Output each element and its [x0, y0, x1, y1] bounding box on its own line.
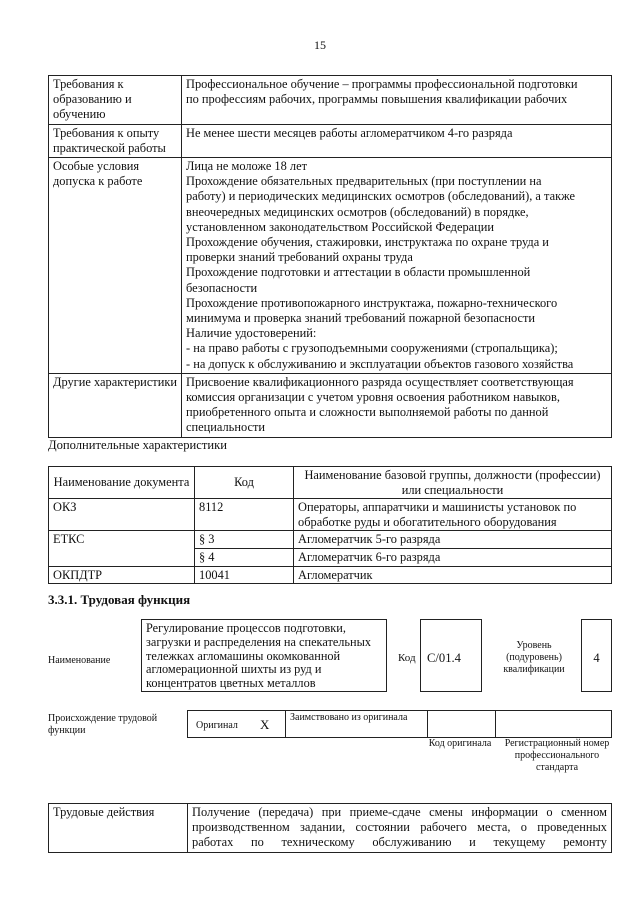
section-title: 3.3.1. Трудовая функция: [48, 592, 191, 607]
text-line: Прохождение подготовки и аттестации в области промышленной: [186, 265, 531, 280]
original-label: Оригинал: [196, 720, 238, 731]
header-document: Наименование документа: [49, 467, 195, 499]
text-line: Прохождение противопожарного инструктажа, пожарно-технического: [186, 295, 558, 310]
row-value: [182, 158, 612, 374]
table-header-row: [49, 467, 612, 499]
cell-code: 10041: [195, 566, 294, 584]
actions-table: [48, 803, 612, 853]
origin-label: Происхождение трудовой функции: [48, 713, 158, 736]
row-value: [182, 373, 612, 437]
row-value: [182, 124, 612, 157]
actions-text: [188, 804, 612, 853]
table-row: [49, 158, 612, 374]
divider: [285, 710, 286, 738]
header-name: Наименование базовой группы, должности (профессии) или специальности: [294, 467, 612, 499]
text-line: специальности: [186, 420, 266, 435]
cell-doc: ОКЗ: [49, 499, 195, 531]
cell-code: § 3: [195, 531, 294, 549]
text-line: установленном законодательством Российской Федерации: [186, 219, 495, 234]
text-line: Лица не моложе 18 лет: [186, 159, 308, 174]
text-line: Получение (передача) при приеме-сдаче смены информации о сменном: [192, 805, 607, 819]
header-code: Код: [195, 467, 294, 499]
table-row: [49, 373, 612, 437]
text-line: Не менее шести месяцев работы агломератчиком 4-го разряда: [186, 125, 513, 140]
text-line: Прохождение обязательных предварительных (при поступлении на: [186, 174, 542, 189]
text-line: работах по техническому обслуживанию и текущему ремонту: [192, 835, 607, 850]
cell-name: Агломератчик 6-го разряда: [294, 548, 612, 566]
requirements-table: [48, 75, 612, 438]
row-label: Требования к образованию и обучению: [49, 76, 182, 125]
text-line: работу) и периодических медицинских осмотров (обследований), а также: [186, 189, 575, 204]
name-label: Наименование: [48, 655, 111, 666]
level-box: 4: [581, 619, 612, 692]
actions-label: Трудовые действия: [49, 804, 188, 853]
text-line: по профессиям рабочих, программы повышения квалификации рабочих: [186, 92, 568, 107]
origin-row: [187, 710, 612, 738]
text-line: Присвоение квалификационного разряда осуществляет соответствующая: [186, 374, 574, 389]
additional-title: Дополнительные характеристики: [48, 438, 227, 452]
additional-table: [48, 466, 612, 584]
cell-name: Агломератчик: [294, 566, 612, 584]
row-label: Другие характеристики: [49, 373, 182, 437]
borrowed-label: Заимствовано из оригинала: [290, 712, 408, 723]
function-code-box: С/01.4: [420, 619, 482, 692]
level-label: Уровень (подуровень) квалификации: [503, 640, 565, 675]
text-line: внеочередных медицинских осмотров (обследований) в порядке,: [186, 204, 529, 219]
cell-code: 8112: [195, 499, 294, 531]
divider: [427, 710, 428, 738]
text-line: производственном задании, состоянии рабочего места, о проведенных: [192, 820, 607, 835]
text-line: приобретенного опыта и сложности выполняемой работы по данной: [186, 405, 549, 420]
reg-caption: Регистрационный номер профессионального стандарта: [504, 738, 610, 773]
text-line: минимума и проверка знаний требований пожарной безопасности: [186, 311, 536, 326]
table-row: [49, 531, 612, 549]
text-line: - на право работы с грузоподъемными сооружениями (стропальщика);: [186, 341, 558, 356]
cell-name: Агломератчик 5-го разряда: [294, 531, 612, 549]
row-label: Особые условия допуска к работе: [49, 158, 182, 374]
text-line: Профессиональное обучение – программы профессиональной подготовки: [186, 77, 578, 91]
original-mark: X: [260, 717, 270, 732]
table-row: [49, 76, 612, 125]
text-line: - на допуск к обслуживанию и эксплуатации объектов газового хозяйства: [186, 356, 574, 371]
code-label: Код: [398, 652, 416, 664]
divider: [495, 710, 496, 738]
table-row: [49, 804, 612, 853]
cell-doc: ОКПДТР: [49, 566, 195, 584]
cell-code: § 4: [195, 548, 294, 566]
cell-name: Операторы, аппаратчики и машинисты установок по обработке руды и обогатительного оборудования: [294, 499, 612, 531]
text-line: безопасности: [186, 280, 258, 295]
row-label: Требования к опыту практической работы: [49, 124, 182, 157]
text-line: проверки знаний требований охраны труда: [186, 250, 413, 265]
table-row: [49, 124, 612, 157]
function-name-box: Регулирование процессов подготовки, загрузки и распределения на спекательных тележках агломашины окомкованной агломерационной шихты из руд и концентратов цветных металлов: [141, 619, 387, 692]
table-row: [49, 566, 612, 584]
page-number: 15: [314, 38, 326, 52]
text-line: комиссия организации с учетом уровня освоения работником навыков,: [186, 390, 560, 405]
row-value: [182, 76, 612, 125]
table-row: [49, 499, 612, 531]
cell-doc: ЕТКС: [49, 531, 195, 566]
text-line: Прохождение обучения, стажировки, инструктажа по охране труда и: [186, 235, 549, 250]
text-line: Наличие удостоверений:: [186, 326, 317, 341]
code-caption: Код оригинала: [428, 738, 492, 749]
